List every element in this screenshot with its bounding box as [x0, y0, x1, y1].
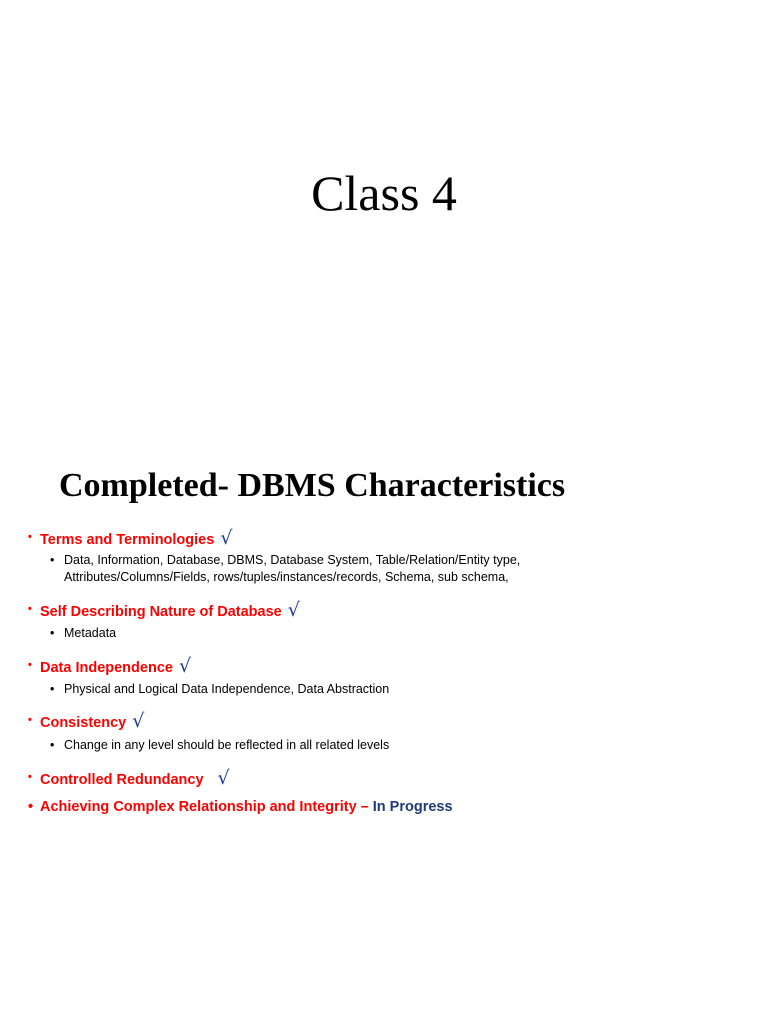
status-in-progress: In Progress [372, 799, 453, 815]
item-label: Self Describing Nature of Database [40, 604, 282, 620]
checkmark-icon: √ [132, 710, 145, 732]
sub-item-text: Data, Information, Database, DBMS, Database System, Table/Relation/Entity type, Attributes/Columns/Fields, rows/tuples/instances/records, Schema, sub schema, [64, 553, 521, 584]
bullet-icon: • [28, 659, 32, 671]
bullet-icon: • [28, 603, 32, 615]
item-label: Controlled Redundancy [40, 772, 204, 788]
sub-item-consistency [50, 737, 389, 754]
checkmark-icon: √ [178, 655, 192, 677]
sub-item-text: Change in any level should be reflected in all related levels [64, 738, 390, 752]
sub-bullet-icon: • [50, 626, 55, 640]
item-label: Achieving Complex Relationship and Integrity – [40, 799, 369, 815]
list-item-complex-relationship [28, 799, 453, 815]
sub-item-text: Physical and Logical Data Independence, Data Abstraction [64, 682, 390, 696]
list-item-data-independence [28, 655, 191, 677]
bullet-icon: • [28, 799, 34, 815]
item-label: Terms and Terminologies [40, 532, 215, 548]
list-item-consistency [28, 710, 144, 732]
checkmark-icon: √ [287, 599, 300, 621]
sub-item-terms [50, 552, 590, 586]
sub-item-self-describing [50, 625, 116, 642]
item-label: Consistency [40, 715, 127, 731]
checkmark-icon: √ [220, 527, 233, 549]
checkmark-icon: √ [217, 767, 230, 789]
list-item-terms [28, 527, 232, 549]
list-item-self-describing [28, 599, 300, 621]
slide-title: Class 4 [311, 165, 457, 221]
sub-bullet-icon: • [50, 682, 55, 696]
bullet-icon: • [28, 771, 32, 783]
bullet-icon: • [28, 714, 32, 726]
sub-item-text: Metadata [64, 626, 117, 640]
sub-item-data-independence [50, 681, 389, 698]
section-heading: Completed- DBMS Characteristics [59, 467, 566, 504]
list-item-controlled-redundancy [28, 767, 230, 789]
sub-bullet-icon: • [50, 738, 55, 752]
bullet-icon: • [28, 531, 32, 543]
sub-bullet-icon: • [50, 553, 55, 567]
item-label: Data Independence [40, 660, 173, 676]
